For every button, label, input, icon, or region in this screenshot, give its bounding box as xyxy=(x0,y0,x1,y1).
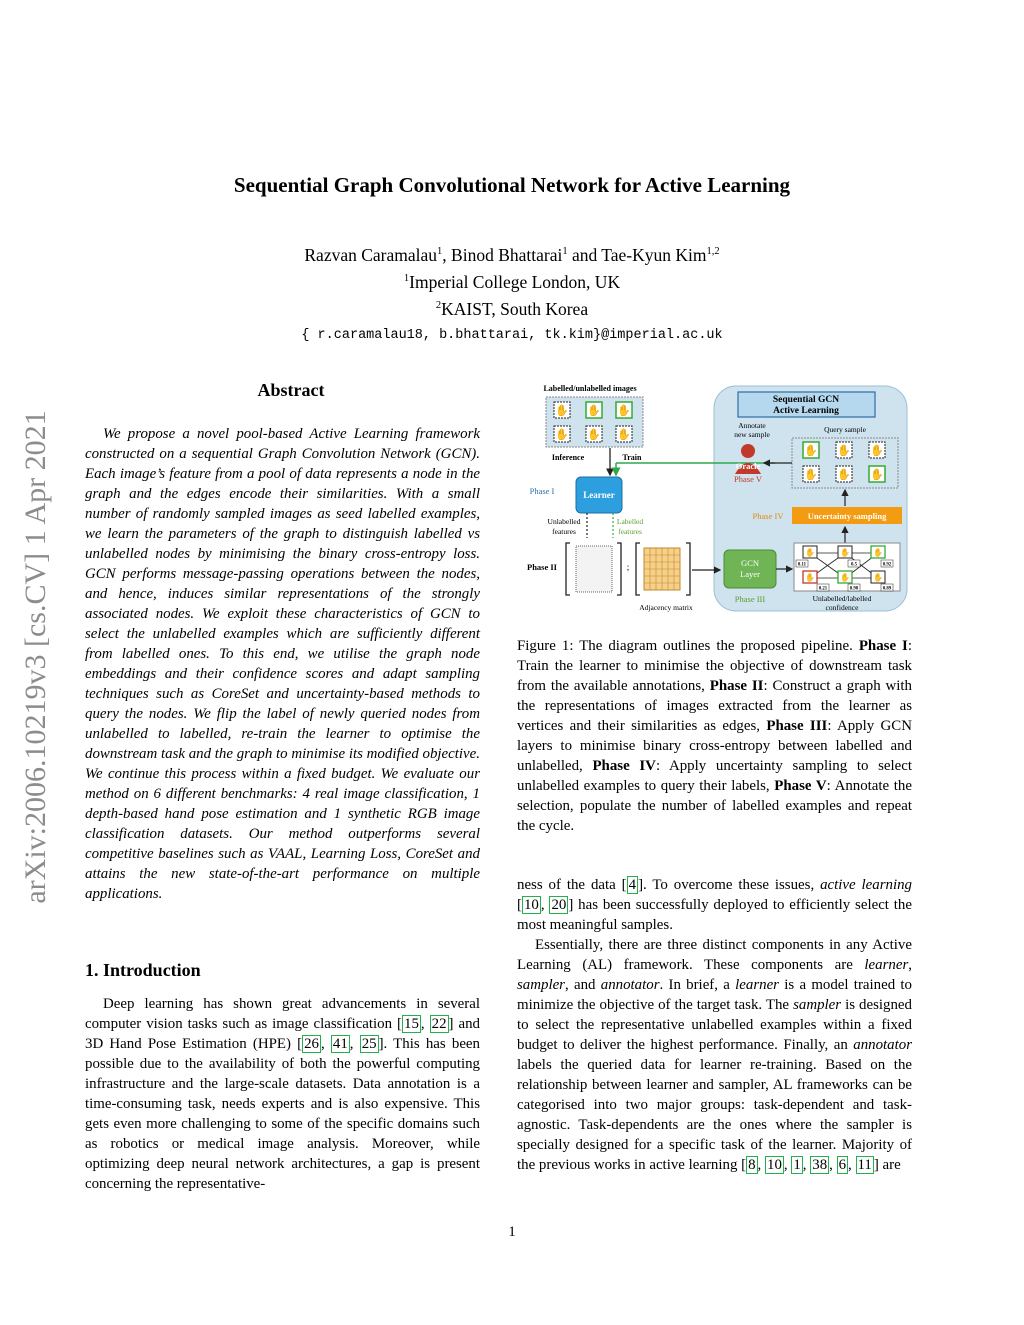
affiliation-mark: 1 xyxy=(562,246,568,257)
arxiv-id: arXiv:2006.10219v3 [cs.CV] 1 Apr 2021 xyxy=(19,410,52,904)
author-name: Razvan Caramalau xyxy=(304,244,438,265)
svg-text:✋: ✋ xyxy=(555,429,569,441)
svg-text:✋: ✋ xyxy=(873,573,883,582)
affiliation-text: Imperial College London, UK xyxy=(409,271,621,292)
phase-3-label: Phase III xyxy=(734,594,766,604)
svg-text:✋: ✋ xyxy=(870,445,884,457)
affiliation-mark: 2 xyxy=(435,299,442,311)
phase-4-label: Phase IV xyxy=(752,511,784,521)
confidence-score: 0.11 xyxy=(797,562,807,568)
citation-link[interactable]: 20 xyxy=(551,897,567,913)
matrix-bracket xyxy=(566,543,570,595)
citation-link[interactable]: 11 xyxy=(857,1157,872,1173)
svg-text:✋: ✋ xyxy=(804,445,818,457)
affiliation-text: KAIST, South Korea xyxy=(441,298,589,319)
adjacency-matrix-label: Adjacency matrix xyxy=(639,603,693,612)
inference-label: Inference xyxy=(551,453,585,462)
svg-text:✋: ✋ xyxy=(587,429,601,441)
author-emails: { r.caramalau18, b.bhattarai, tk.kim}@imperial.ac.uk xyxy=(301,328,723,344)
confidence-score: 0.5 xyxy=(851,562,857,568)
feature-matrix xyxy=(576,546,612,592)
svg-text:✋: ✋ xyxy=(805,548,815,557)
affiliation-2 xyxy=(0,294,1024,321)
abstract-heading: Abstract xyxy=(257,380,325,400)
pipeline-figure xyxy=(520,378,912,618)
affiliation-mark: 1,2 xyxy=(706,246,720,257)
gcn-layer-label: GCN Layer xyxy=(740,558,760,579)
abstract-text: We propose a novel pool-based Active Learning framework constructed on a sequential Graph Convolution Network (GCN). Each image’s feature from a pool of data represents a node in the graph and the edges encode their similarities. With a small number of randomly sampled images as seed labelled examples, we learn the parameters of the graph to distinguish labelled vs unlabelled nodes by minimising the binary cross-entropy loss. GCN performs message-passing operations between the nodes, and hence, induces similar representations of the strongly associated nodes. We exploit these characteristics of GCN to select the unlabelled examples which are sufficiently different from labelled ones. To this end, we utilise the graph node embeddings and their confidence scores and adapt sampling techniques such as CoreSet and uncertainty-based methods to query the nodes. We flip the label of newly queried nodes from unlabelled to labelled, re-train the learner to optimise the downstream task and the graph to minimise its modified objective. We continue this process within a fixed budget. We evaluate our method on 6 different benchmarks: 4 real image classification, 1 depth-based hand pose estimation and 1 synthetic RGB image classification datasets. Our method outperforms several competitive baselines such as VAAL, Learning Loss, CoreSet and attains the new state-of-the-art performance on multiple applications. xyxy=(85,426,480,902)
citation-link[interactable]: 10 xyxy=(767,1157,782,1173)
confidence-score: 0.21 xyxy=(818,586,828,592)
citation-link[interactable]: 8 xyxy=(748,1157,756,1173)
train-label: Train xyxy=(622,453,642,462)
svg-text:✋: ✋ xyxy=(870,469,884,481)
confidence-label: Unlabelled/labelled confidence xyxy=(812,594,872,612)
confidence-score: 0.89 xyxy=(882,586,892,592)
query-sample-label: Query sample xyxy=(824,425,866,434)
svg-text:✋: ✋ xyxy=(840,573,850,582)
author-name: Binod Bhattarai xyxy=(451,244,563,265)
labelled-features-label: Labelled features xyxy=(616,517,644,536)
confidence-score: 0.98 xyxy=(849,586,859,592)
sequential-gcn-title: Sequential GCN Active Learning xyxy=(772,395,840,416)
matrix-bracket xyxy=(617,543,621,595)
unlabelled-features-label: Unlabelled features xyxy=(547,517,581,536)
oracle-head-icon xyxy=(741,444,755,458)
citation-link[interactable]: 15 xyxy=(404,1016,419,1032)
svg-text:✋: ✋ xyxy=(587,405,601,417)
svg-text:✋: ✋ xyxy=(873,548,883,557)
matrix-separator: ; xyxy=(626,562,630,572)
svg-text:✋: ✋ xyxy=(805,573,815,582)
citation-link[interactable]: 10 xyxy=(523,897,539,913)
svg-text:✋: ✋ xyxy=(837,445,851,457)
svg-text:✋: ✋ xyxy=(555,405,569,417)
phase-1-label: Phase I xyxy=(529,486,555,496)
confidence-score: 0.92 xyxy=(882,562,892,568)
learner-label: Learner xyxy=(583,490,615,500)
affiliation-mark: 1 xyxy=(437,246,443,257)
author-name: and Tae-Kyun Kim xyxy=(571,244,707,265)
affiliation-1 xyxy=(0,267,1024,294)
page-number: 1 xyxy=(508,1224,516,1240)
annotate-new-sample-label: Annotate new sample xyxy=(734,421,770,439)
section-heading-introduction: 1. Introduction xyxy=(85,960,201,980)
figure-caption: Figure 1: The diagram outlines the proposed pipeline. Phase I: Train the learner to minimise the objective of downstream task from the available annotations, Phase II: Construct a graph with the representations of images extracted from the learner as vertices and their similarities as edges, Phase III: Apply GCN layers to minimise binary cross-entropy between labelled and unlabelled, Phase IV: Apply uncertainty sampling to select unlabelled examples to query their labels, Phase V: Annotate the selection, populate the number of labelled examples and repeat the cycle. xyxy=(517,638,913,834)
svg-text:✋: ✋ xyxy=(617,405,631,417)
paragraph: ness of the data [ 4 ]. To overcome these issues, active learning [ 10 , 20 ] has been successfully deployed to efficiently select the most meaningful samples. xyxy=(517,877,913,933)
citation-link[interactable]: 25 xyxy=(361,1036,377,1052)
images-label: Labelled/unlabelled images xyxy=(543,384,637,393)
paragraph: Essentially, there are three distinct components in any Active Learning (AL) framework. These components are learner, sampler, and annotator. In brief, a learner is a model trained to minimize the objective of the target task. The sampler is designed to select the representative unlabelled examples within a fixed budget to deliver the highest performance. Finally, an annotator labels the queried data for learner re-training. Based on the relationship between learner and sampler, AL frameworks can be categorised into two major groups: task-dependent and task-agnostic. Task-dependents are the ones where the sampler is specially designed for a specific task of the learner. Majority of the previous works in active learning [ 8 , 10 , 1 , 38 , 6 , 11 ] are xyxy=(517,937,912,1173)
arxiv-watermark xyxy=(16,362,56,952)
citation-link[interactable]: 4 xyxy=(628,877,637,893)
author-line: Razvan Caramalau$^1$, Binod Bhattarai$^1$ and Tae-Kyun Kim$^{1,2}$ xyxy=(304,244,720,265)
svg-text:✋: ✋ xyxy=(837,469,851,481)
matrix-bracket xyxy=(686,543,690,595)
svg-text:✋: ✋ xyxy=(617,429,631,441)
phase-2-label: Phase II xyxy=(527,562,557,572)
citation-link[interactable]: 41 xyxy=(332,1036,348,1052)
matrix-bracket xyxy=(636,543,640,595)
oracle-label: Oracle xyxy=(735,461,761,471)
svg-text:✋: ✋ xyxy=(840,548,850,557)
citation-link[interactable]: 22 xyxy=(431,1016,447,1032)
paper-title: Sequential Graph Convolutional Network for Active Learning xyxy=(233,173,791,197)
citation-link[interactable]: 6 xyxy=(838,1157,847,1173)
introduction-paragraph: Deep learning has shown great advancements in several computer vision tasks such as image classification [ 15 , 22 ] and 3D Hand Pose Estimation (HPE) [ 26 , 41 , 25 ]. This has been possible due to the availability of both the powerful computing infrastructure and the large-scale datasets. Data annotation is a time-consuming task, needs experts and is also expensive. This gets even more challenging to some of the specific domains such as robotics or medical image analysis. Moreover, while optimizing deep neural network architectures, a gap is present concerning the representative- xyxy=(85,996,480,1192)
svg-text:✋: ✋ xyxy=(804,469,818,481)
citation-link[interactable]: 26 xyxy=(304,1036,319,1052)
right-column-text xyxy=(517,875,912,1175)
authors-block xyxy=(0,240,1024,347)
citation-link[interactable]: 1 xyxy=(793,1157,801,1173)
affiliation-mark: 1 xyxy=(403,272,410,284)
uncertainty-sampling-label: Uncertainty sampling xyxy=(807,511,887,521)
citation-link[interactable]: 38 xyxy=(812,1157,828,1173)
pipeline-diagram xyxy=(520,378,912,618)
phase-5-label: Phase V xyxy=(734,474,762,484)
